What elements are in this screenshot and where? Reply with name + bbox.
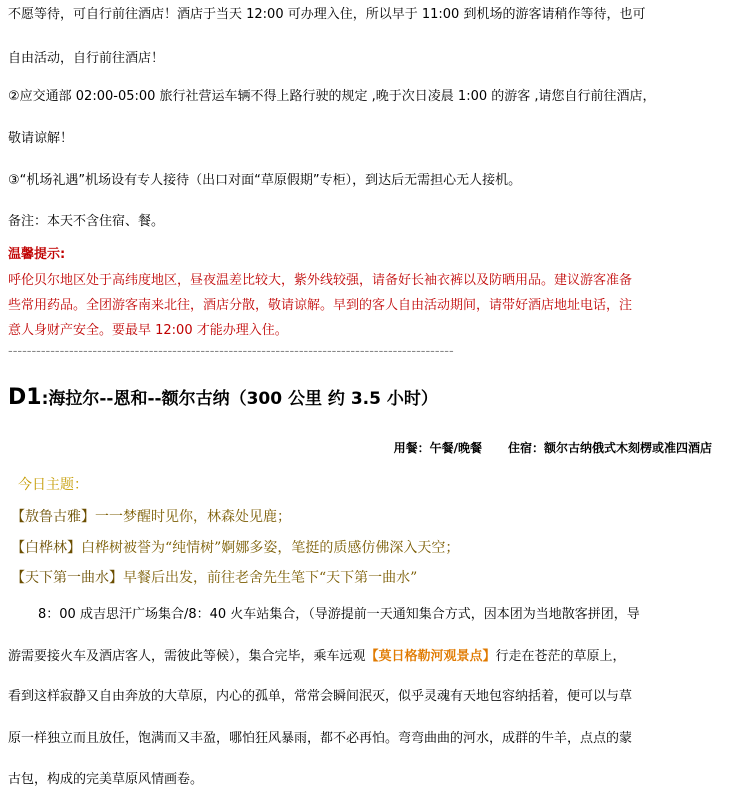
day-body-line-2-start: 游需要接火车及酒店客人，需彼此等候），集合完毕，乘车远观	[8, 649, 366, 664]
theme-item-2-text: 白桦树被誉为“纯情树”婀娜多姿，笔挺的质感仿佛深入天空；	[81, 540, 460, 556]
theme-item-1-text: 一一梦醒时见你，林森处见鹿；	[95, 509, 291, 525]
day-body-line-2	[8, 648, 626, 666]
intro-line-1: 不愿等待，可自行前往酒店！酒店于当天 12:00 可办理入住，所以早于 11:00 到机场的游客请稍作等待，也可	[8, 7, 646, 22]
theme-item-3-label: 【天下第一曲水】	[11, 570, 123, 586]
tips-line-3: 意人身财产安全。要最早 12:00 才能办理入住。	[8, 323, 288, 338]
theme-item-2-label: 【白桦林】	[11, 540, 81, 556]
theme-title: 今日主题：	[18, 477, 88, 493]
day-body-line-4: 原一样独立而且放任，饱满而又丰盈，哪怕狂风暴雨，都不必再怕。弯弯曲曲的河水，成群的牛羊，点点的蒙	[8, 731, 633, 746]
section-divider: -----------------------------------------------------------------------------------------------	[8, 344, 454, 359]
meals-info: 用餐：午餐/晚餐	[393, 441, 482, 455]
day-body-line-5: 古包，构成的完美草原风情画卷。	[8, 772, 204, 787]
intro-line-6: 备注：本天不含住宿、餐。	[8, 214, 165, 229]
theme-item-1	[11, 507, 291, 527]
theme-item-3-text: 早餐后出发，前往老舍先生笔下“天下第一曲水”	[123, 570, 418, 586]
day-route: :海拉尔--恩和--额尔古纳（300 公里 约 3.5 小时）	[41, 389, 438, 409]
day-body-line-2-end: 行走在苍茫的草原上，	[495, 649, 626, 664]
theme-item-1-label: 【敖鲁古雅】	[11, 509, 95, 525]
tips-line-1: 呼伦贝尔地区处于高纬度地区，昼夜温差比较大，紫外线较强，请备好长袖衣裤以及防晒用品。建议游客准备	[8, 273, 633, 288]
day-body-line-3: 看到这样寂静又自由奔放的大草原，内心的孤单，常常会瞬间泯灭，似乎灵魂有天地包容纳括着，便可以与草	[8, 689, 633, 704]
theme-item-3	[11, 568, 417, 588]
day-code: D1	[8, 385, 42, 410]
intro-line-2: 自由活动，自行前往酒店！	[8, 51, 165, 66]
theme-item-2	[11, 538, 459, 558]
intro-line-5: ③“机场礼遇”机场设有专人接待（出口对面“草原假期”专柜），到达后无需担心无人接机。	[8, 173, 522, 188]
stay-info: 住宿：额尔古纳俄式木刻楞或准四酒店	[507, 441, 712, 455]
day-title	[8, 382, 438, 415]
intro-line-4: 敬请谅解！	[8, 131, 74, 146]
meal-stay-info	[394, 439, 712, 457]
tips-title: 温馨提示:	[8, 247, 66, 262]
day-body-line-1: 8：00 成吉思汗广场集合/8：40 火车站集合，（导游提前一天通知集合方式，因本团为当地散客拼团，导	[38, 607, 640, 622]
intro-line-3: ②应交通部 02:00-05:00 旅行社营运车辆不得上路行驶的规定 ,晚于次日凌晨 1:00 的游客 ,请您自行前往酒店，	[8, 89, 656, 104]
scenic-spot-highlight: 【莫日格勒河观景点】	[365, 649, 496, 664]
tips-line-2: 些常用药品。全团游客南来北往，酒店分散，敬请谅解。早到的客人自由活动期间，请带好酒店地址电话，注	[8, 298, 633, 313]
